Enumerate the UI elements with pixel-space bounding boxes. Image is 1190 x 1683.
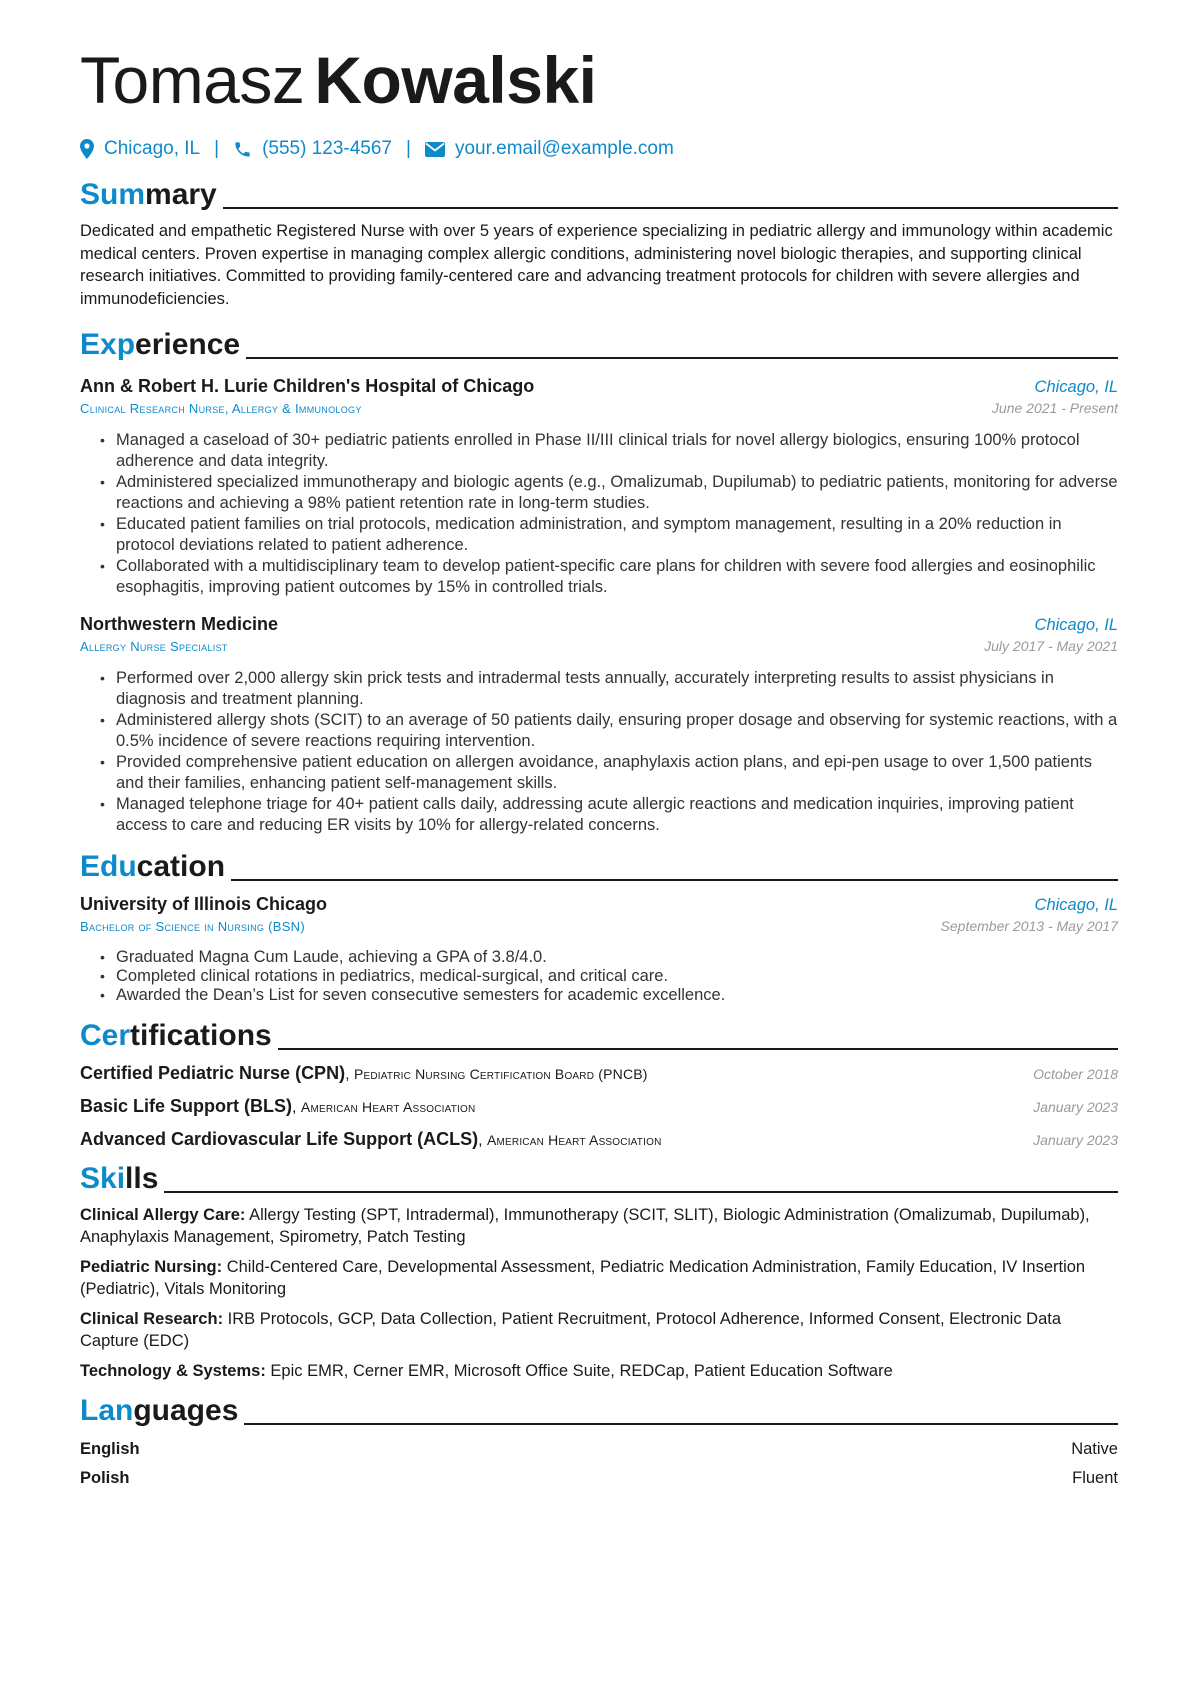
employer-name: Ann & Robert H. Lurie Children's Hospital of Chicago	[80, 376, 535, 396]
school-name: University of Illinois Chicago	[80, 894, 328, 914]
cert-issuer: American Heart Association	[486, 1132, 662, 1148]
section-title	[80, 850, 225, 884]
skill-list: Allergy Testing (SPT, Intradermal), Immunotherapy (SCIT, SLIT), Biologic Administration (Omalizumab, Dupilumab), Anaphylaxis Management, Spirometry, Patch Testing	[80, 1206, 1090, 1246]
skill-list: Epic EMR, Cerner EMR, Microsoft Office Suite, REDCap, Patient Education Software	[270, 1362, 893, 1380]
last-name: Kowalski	[314, 43, 597, 117]
section-rule	[246, 357, 1118, 359]
skill-list: IRB Protocols, GCP, Data Collection, Patient Recruitment, Protocol Adherence, Informed Consent, Electronic Data Capture (EDC)	[80, 1310, 1062, 1350]
title-rest: cation	[136, 850, 226, 883]
bullet-item: • Performed over 2,000 allergy skin prick tests and intradermal tests annually, accurately interpreting results to assist physicians in diagnosis and treatment planning.	[102, 668, 1118, 710]
cert-issuer: American Heart Association	[300, 1099, 476, 1115]
contact-bar	[80, 136, 1118, 162]
summary-text: Dedicated and empathetic Registered Nurse with over 5 years of experience specializing in pediatric allergy and immunology within academic medical centers. Proven expertise in managing complex allergic conditions, administering novel biologic therapies, and supporting clinical research initiatives. Committed to providing family-centered care and advancing treatment protocols for children with severe allergies and immunodeficiencies.	[80, 222, 1113, 308]
contact-location	[80, 138, 200, 160]
summary-heading	[80, 174, 1118, 212]
job-dates: June 2021 - Present	[991, 400, 1118, 416]
section-rule	[223, 207, 1118, 209]
section-title	[80, 328, 240, 362]
section-title	[80, 178, 217, 212]
cert-issuer: Pediatric Nursing Certification Board (PNCB)	[353, 1066, 648, 1082]
section-title	[80, 1394, 238, 1428]
cert-name: Basic Life Support (BLS)	[80, 1096, 293, 1116]
title-rest: mary	[145, 178, 217, 211]
job-entry	[80, 614, 1118, 836]
skill-group	[80, 1308, 1118, 1352]
first-name: Tomasz	[80, 43, 305, 117]
skill-group	[80, 1256, 1118, 1300]
language-item	[80, 1469, 1118, 1488]
title-accent: Edu	[80, 850, 137, 883]
section-rule	[231, 879, 1118, 881]
email-link: your.email@example.com	[454, 138, 674, 159]
degree-title: Bachelor of Science in Nursing (BSN)	[80, 919, 305, 934]
bullet-item: • Administered allergy shots (SCIT) to an average of 50 patients daily, ensuring proper dosage and observing for systemic reactions, with a 0.5% incidence of severe reactions requiring intervention.	[102, 710, 1118, 752]
certification-item: Advanced Cardiovascular Life Support (ACLS), American Heart Association January 2023	[80, 1129, 1118, 1149]
job-title: Allergy Nurse Specialist	[80, 639, 228, 654]
certifications-heading	[80, 1015, 1118, 1053]
envelope-icon	[425, 142, 445, 157]
education-entry	[80, 894, 1118, 1005]
title-accent: Ski	[80, 1162, 126, 1195]
title-rest: erience	[135, 328, 241, 361]
skills-heading	[80, 1158, 1118, 1196]
cert-date: October 2018	[1033, 1066, 1118, 1082]
title-accent: Cer	[80, 1019, 131, 1052]
map-pin-icon	[80, 139, 94, 159]
skill-list: Child-Centered Care, Developmental Assessment, Pediatric Medication Administration, Family Education, IV Insertion (Pediatric), Vitals Monitoring	[80, 1258, 1086, 1298]
bullet-item: • Completed clinical rotations in pediatrics, medical-surgical, and critical care.	[102, 967, 1118, 986]
phone-icon	[233, 140, 252, 159]
title-rest: lls	[125, 1162, 159, 1195]
language-name: Polish	[80, 1469, 130, 1487]
section-title	[80, 1019, 272, 1053]
cert-name: Advanced Cardiovascular Life Support (ACLS)	[80, 1129, 479, 1149]
job-entry	[80, 376, 1118, 598]
job-bullets	[80, 430, 1118, 598]
education-bullets	[80, 948, 1118, 1005]
title-rest: tifications	[130, 1019, 272, 1052]
section-rule	[278, 1048, 1118, 1050]
languages-heading	[80, 1390, 1118, 1428]
education-heading	[80, 846, 1118, 884]
job-bullets	[80, 668, 1118, 836]
bullet-item: • Collaborated with a multidisciplinary team to develop patient-specific care plans for children with severe food allergies and eosinophilic esophagitis, improving patient outcomes by 15% in controlled trials.	[102, 556, 1118, 598]
bullet-item: • Provided comprehensive patient education on allergen avoidance, anaphylaxis action plans, and epi-pen usage to over 1,500 patients and their families, enhancing patient self-management skills.	[102, 752, 1118, 794]
skill-group	[80, 1204, 1118, 1248]
bullet-item: • Managed telephone triage for 40+ patient calls daily, addressing acute allergic reactions and medication inquiries, improving patient access to care and reducing ER visits by 10% for allergy-related concerns.	[102, 794, 1118, 836]
cert-name: Certified Pediatric Nurse (CPN)	[80, 1063, 346, 1083]
title-accent: Exp	[80, 328, 136, 361]
language-level: Fluent	[1072, 1469, 1118, 1487]
section-rule	[244, 1423, 1118, 1425]
job-dates: July 2017 - May 2021	[984, 638, 1118, 654]
location-text: Chicago, IL	[104, 138, 201, 159]
certification-item: Certified Pediatric Nurse (CPN), Pediatric Nursing Certification Board (PNCB) October 2018	[80, 1063, 1118, 1083]
contact-separator: |	[214, 138, 220, 159]
section-title	[80, 1162, 158, 1196]
title-rest: guages	[133, 1394, 239, 1427]
language-level: Native	[1071, 1440, 1118, 1458]
contact-phone[interactable]	[233, 138, 392, 160]
language-item	[80, 1440, 1118, 1459]
contact-separator: |	[406, 138, 411, 159]
contact-email[interactable]	[425, 138, 674, 160]
job-title: Clinical Research Nurse, Allergy & Immunology	[80, 401, 362, 416]
bullet-item: • Educated patient families on trial protocols, medication administration, and symptom management, resulting in a 20% reduction in protocol deviations related to patient adherence.	[102, 514, 1118, 556]
title-accent: Lan	[80, 1394, 134, 1427]
skill-label: Pediatric Nursing:	[80, 1258, 223, 1276]
job-location: Chicago, IL	[1034, 378, 1118, 396]
certification-item: Basic Life Support (BLS), American Heart Association January 2023	[80, 1096, 1118, 1116]
bullet-item: • Awarded the Dean’s List for seven consecutive semesters for academic excellence.	[102, 986, 1118, 1005]
phone-text: (555) 123-4567	[262, 138, 392, 159]
bullet-item: • Managed a caseload of 30+ pediatric patients enrolled in Phase II/III clinical trials for novel allergy biologics, ensuring 100% protocol adherence and data integrity.	[102, 430, 1118, 472]
job-location: Chicago, IL	[1034, 616, 1118, 634]
bullet-item: • Graduated Magna Cum Laude, achieving a GPA of 3.8/4.0.	[102, 948, 1118, 967]
skill-label: Technology & Systems:	[80, 1362, 266, 1380]
school-location: Chicago, IL	[1034, 896, 1118, 914]
skill-label: Clinical Research:	[80, 1310, 224, 1328]
skill-group	[80, 1360, 1118, 1382]
cert-date: January 2023	[1033, 1132, 1118, 1148]
education-dates: September 2013 - May 2017	[940, 918, 1118, 934]
candidate-name	[80, 42, 1118, 118]
cert-date: January 2023	[1033, 1099, 1118, 1115]
experience-heading	[80, 324, 1118, 362]
section-rule	[164, 1191, 1118, 1193]
bullet-item: • Administered specialized immunotherapy and biologic agents (e.g., Omalizumab, Dupilumab) to pediatric patients, monitoring for adverse reactions and achieving a 98% patient retention rate in long-term studies.	[102, 472, 1118, 514]
language-name: English	[80, 1440, 140, 1458]
title-accent: Sum	[80, 178, 146, 211]
skill-label: Clinical Allergy Care:	[80, 1206, 246, 1224]
employer-name: Northwestern Medicine	[80, 614, 279, 634]
